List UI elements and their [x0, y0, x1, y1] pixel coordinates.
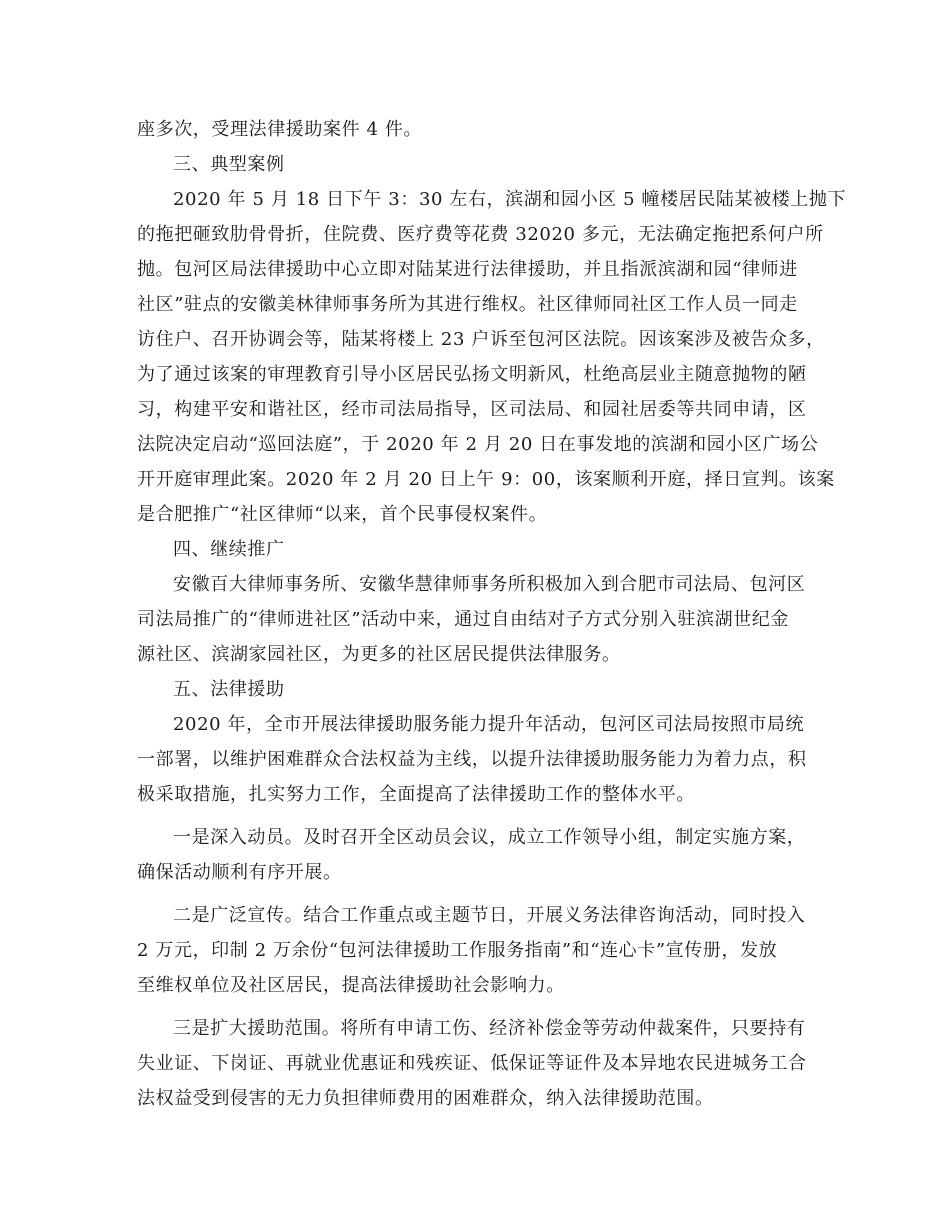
paragraph-line: 一部署，以维护困难群众合法权益为主线，以提升法律援助服务能力为着力点，积: [137, 749, 807, 770]
paragraph-line: 法权益受到侵害的无力负担律师费用的困难群众，纳入法律援助范围。: [137, 1088, 714, 1109]
section-heading: 五、法律援助: [173, 679, 285, 700]
paragraph-line: 座多次，受理法律援助案件 4 件。: [137, 119, 423, 140]
paragraph-line: 抛。包河区局法律援助中心立即对陆某进行法律援助，并且指派滨湖和园“律师进: [137, 259, 798, 280]
paragraph-line: 司法局推广的“律师进社区”活动中来，通过自由结对子方式分别入驻滨湖世纪金: [137, 609, 790, 630]
paragraph-line: 源社区、滨湖家园社区，为更多的社区居民提供法律服务。: [137, 644, 621, 665]
paragraph-line: 开开庭审理此案。2020 年 2 月 20 日上午 9：00，该案顺利开庭，择日宣判。该案: [137, 469, 835, 490]
paragraph-line: 一是深入动员。及时召开全区动员会议，成立工作领导小组，制定实施方案，: [173, 827, 806, 848]
paragraph-line: 为了通过该案的审理教育引导小区居民弘扬文明新风，杜绝高层业主随意抛物的陋: [137, 364, 807, 385]
paragraph-line: 社区”驻点的安徽美林律师事务所为其进行维权。社区律师同社区工作人员一同走: [137, 294, 798, 315]
paragraph-line: 失业证、下岗证、再就业优惠证和残疾证、低保证等证件及本异地农民进城务工合: [137, 1053, 807, 1074]
paragraph-line: 是合肥推广“社区律师“以来，首个民事侵权案件。: [137, 504, 548, 525]
paragraph-line: 二是广泛宣传。结合工作重点或主题节日，开展义务法律咨询活动，同时投入: [173, 905, 806, 926]
section-heading: 四、继续推广: [173, 539, 285, 560]
paragraph-line: 访住户、召开协调会等，陆某将楼上 23 户诉至包河区法院。因该案涉及被告众多，: [137, 329, 825, 350]
paragraph-line: 2020 年 5 月 18 日下午 3：30 左右，滨湖和园小区 5 幢楼居民陆某被楼上抛下: [173, 189, 847, 210]
paragraph-line: 三是扩大援助范围。将所有申请工伤、经济补偿金等劳动仲裁案件，只要持有: [173, 1018, 806, 1039]
paragraph-line: 2 万元，印制 2 万余份“包河法律援助工作服务指南”和“连心卡”宣传册，发放: [137, 940, 778, 961]
paragraph-line: 习，构建平安和谐社区，经市司法局指导，区司法局、和园社居委等共同申请，区: [137, 399, 807, 420]
paragraph-line: 法院决定启动“巡回法庭”，于 2020 年 2 月 20 日在事发地的滨湖和园小区广场公: [137, 434, 819, 455]
paragraph-line: 确保活动顺利有序开展。: [137, 862, 342, 883]
section-heading: 三、典型案例: [173, 154, 285, 175]
paragraph-line: 2020 年，全市开展法律援助服务能力提升年活动，包河区司法局按照市局统: [173, 714, 805, 735]
paragraph-line: 安徽百大律师事务所、安徽华慧律师事务所积极加入到合肥市司法局、包河区: [173, 574, 806, 595]
paragraph-line: 的拖把砸致肋骨骨折，住院费、医疗费等花费 32020 多元，无法确定拖把系何户所: [137, 224, 824, 245]
paragraph-line: 至维权单位及社区居民，提高法律援助社会影响力。: [137, 975, 565, 996]
paragraph-line: 极采取措施，扎实努力工作，全面提高了法律援助工作的整体水平。: [137, 784, 695, 805]
